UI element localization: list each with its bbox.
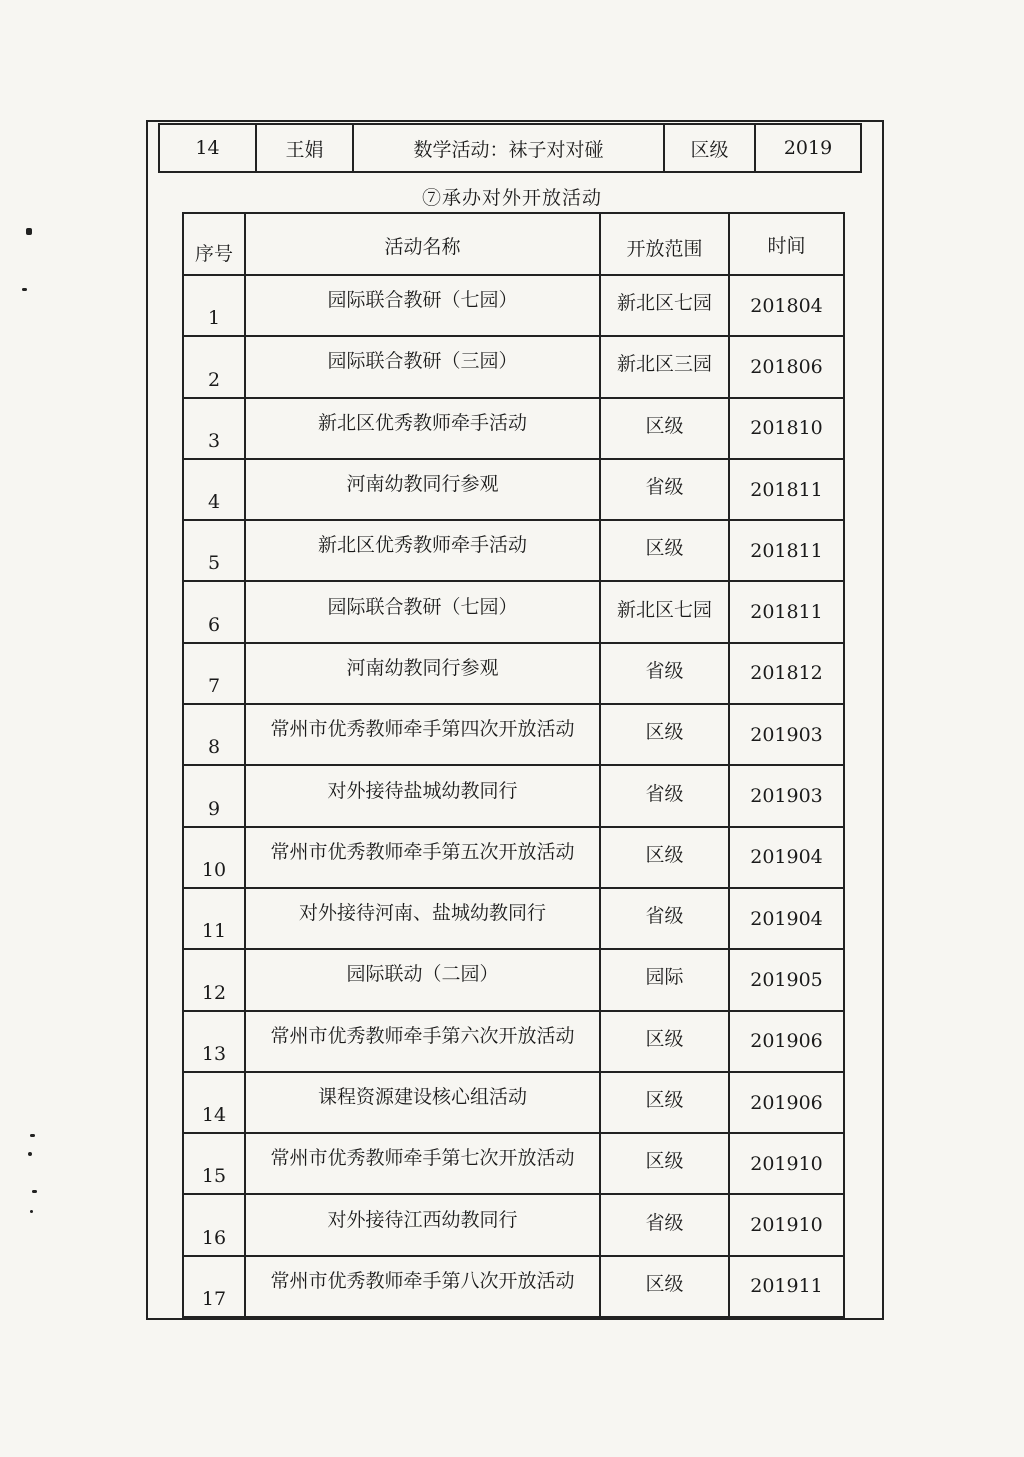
row-number: 10: [183, 827, 245, 888]
row-time: 201910: [729, 1133, 844, 1194]
row-time: 201904: [729, 888, 844, 949]
row-number: 1: [183, 275, 245, 336]
row-time: 201906: [729, 1072, 844, 1133]
row-activity-name: 园际联合教研（七园）: [245, 275, 600, 336]
section-title: ⑦承办对外开放活动: [421, 187, 602, 209]
table-row: [183, 1133, 844, 1194]
table-row: [183, 459, 844, 520]
scan-speck: [30, 1210, 33, 1213]
row-activity-name: 园际联合教研（三园）: [245, 336, 600, 397]
row-scope: 省级: [600, 643, 729, 704]
row-activity-name: 常州市优秀教师牵手第五次开放活动: [245, 827, 600, 888]
scan-speck: [32, 1190, 37, 1193]
prev-row-teacher: 王娟: [257, 125, 354, 171]
table-row: [183, 1194, 844, 1255]
table-header-row: [183, 213, 844, 275]
row-scope: 省级: [600, 1194, 729, 1255]
table-row: [183, 520, 844, 581]
row-scope: 新北区七园: [600, 581, 729, 642]
row-scope: 省级: [600, 765, 729, 826]
table-row: [183, 581, 844, 642]
row-number: 6: [183, 581, 245, 642]
open-activities-table: [182, 212, 845, 1318]
row-scope: 区级: [600, 520, 729, 581]
row-scope: 区级: [600, 827, 729, 888]
prev-row-year: 2019: [783, 137, 833, 159]
row-number: 13: [183, 1011, 245, 1072]
header-number: 序号: [183, 213, 245, 275]
row-time: 201810: [729, 398, 844, 459]
table-row: [183, 643, 844, 704]
table-row: [183, 275, 844, 336]
scan-speck: [22, 288, 27, 291]
row-number: 7: [183, 643, 245, 704]
row-number: 3: [183, 398, 245, 459]
row-time: 201910: [729, 1194, 844, 1255]
row-activity-name: 常州市优秀教师牵手第八次开放活动: [245, 1256, 600, 1317]
previous-table-row: [158, 123, 862, 173]
scan-speck: [26, 228, 32, 235]
row-activity-name: 新北区优秀教师牵手活动: [245, 520, 600, 581]
table-row: [183, 1072, 844, 1133]
row-time: 201903: [729, 765, 844, 826]
row-scope: 省级: [600, 888, 729, 949]
row-time: 201906: [729, 1011, 844, 1072]
scan-speck: [30, 1134, 35, 1137]
row-activity-name: 园际联合教研（七园）: [245, 581, 600, 642]
row-time: 201804: [729, 275, 844, 336]
prev-row-level: 区级: [665, 125, 756, 171]
row-number: 12: [183, 949, 245, 1010]
row-scope: 区级: [600, 398, 729, 459]
row-number: 8: [183, 704, 245, 765]
header-time: 时间: [729, 213, 844, 275]
row-time: 201911: [729, 1256, 844, 1317]
row-number: 15: [183, 1133, 245, 1194]
row-time: 201904: [729, 827, 844, 888]
row-scope: 区级: [600, 1133, 729, 1194]
row-activity-name: 课程资源建设核心组活动: [245, 1072, 600, 1133]
row-scope: 区级: [600, 1256, 729, 1317]
table-row: [183, 888, 844, 949]
prev-row-activity: 数学活动：袜子对对碰: [354, 125, 665, 171]
row-activity-name: 常州市优秀教师牵手第七次开放活动: [245, 1133, 600, 1194]
row-activity-name: 对外接待盐城幼教同行: [245, 765, 600, 826]
row-activity-name: 新北区优秀教师牵手活动: [245, 398, 600, 459]
table-row: [183, 704, 844, 765]
table-row: [183, 1256, 844, 1317]
row-scope: 省级: [600, 459, 729, 520]
row-time: 201905: [729, 949, 844, 1010]
row-scope: 新北区三园: [600, 336, 729, 397]
row-activity-name: 对外接待江西幼教同行: [245, 1194, 600, 1255]
row-scope: 园际: [600, 949, 729, 1010]
table-row: [183, 398, 844, 459]
row-activity-name: 对外接待河南、盐城幼教同行: [245, 888, 600, 949]
table-row: [183, 336, 844, 397]
table-row: [183, 949, 844, 1010]
row-activity-name: 常州市优秀教师牵手第四次开放活动: [245, 704, 600, 765]
row-number: 2: [183, 336, 245, 397]
row-scope: 新北区七园: [600, 275, 729, 336]
row-time: 201806: [729, 336, 844, 397]
row-time: 201811: [729, 581, 844, 642]
row-time: 201811: [729, 520, 844, 581]
prev-row-number: 14: [160, 125, 257, 171]
row-number: 16: [183, 1194, 245, 1255]
table-row: [183, 827, 844, 888]
row-scope: 区级: [600, 704, 729, 765]
header-activity-name: 活动名称: [245, 213, 600, 275]
row-scope: 区级: [600, 1011, 729, 1072]
row-activity-name: 园际联动（二园）: [245, 949, 600, 1010]
row-activity-name: 河南幼教同行参观: [245, 643, 600, 704]
row-time: 201811: [729, 459, 844, 520]
row-activity-name: 河南幼教同行参观: [245, 459, 600, 520]
header-scope: 开放范围: [600, 213, 729, 275]
row-number: 5: [183, 520, 245, 581]
row-activity-name: 常州市优秀教师牵手第六次开放活动: [245, 1011, 600, 1072]
table-row: [183, 1011, 844, 1072]
scan-speck: [28, 1152, 32, 1156]
row-number: 14: [183, 1072, 245, 1133]
row-time: 201903: [729, 704, 844, 765]
row-number: 11: [183, 888, 245, 949]
row-time: 201812: [729, 643, 844, 704]
table-body: [183, 275, 844, 1317]
row-number: 9: [183, 765, 245, 826]
row-number: 17: [183, 1256, 245, 1317]
table-row: [183, 765, 844, 826]
row-number: 4: [183, 459, 245, 520]
row-scope: 区级: [600, 1072, 729, 1133]
